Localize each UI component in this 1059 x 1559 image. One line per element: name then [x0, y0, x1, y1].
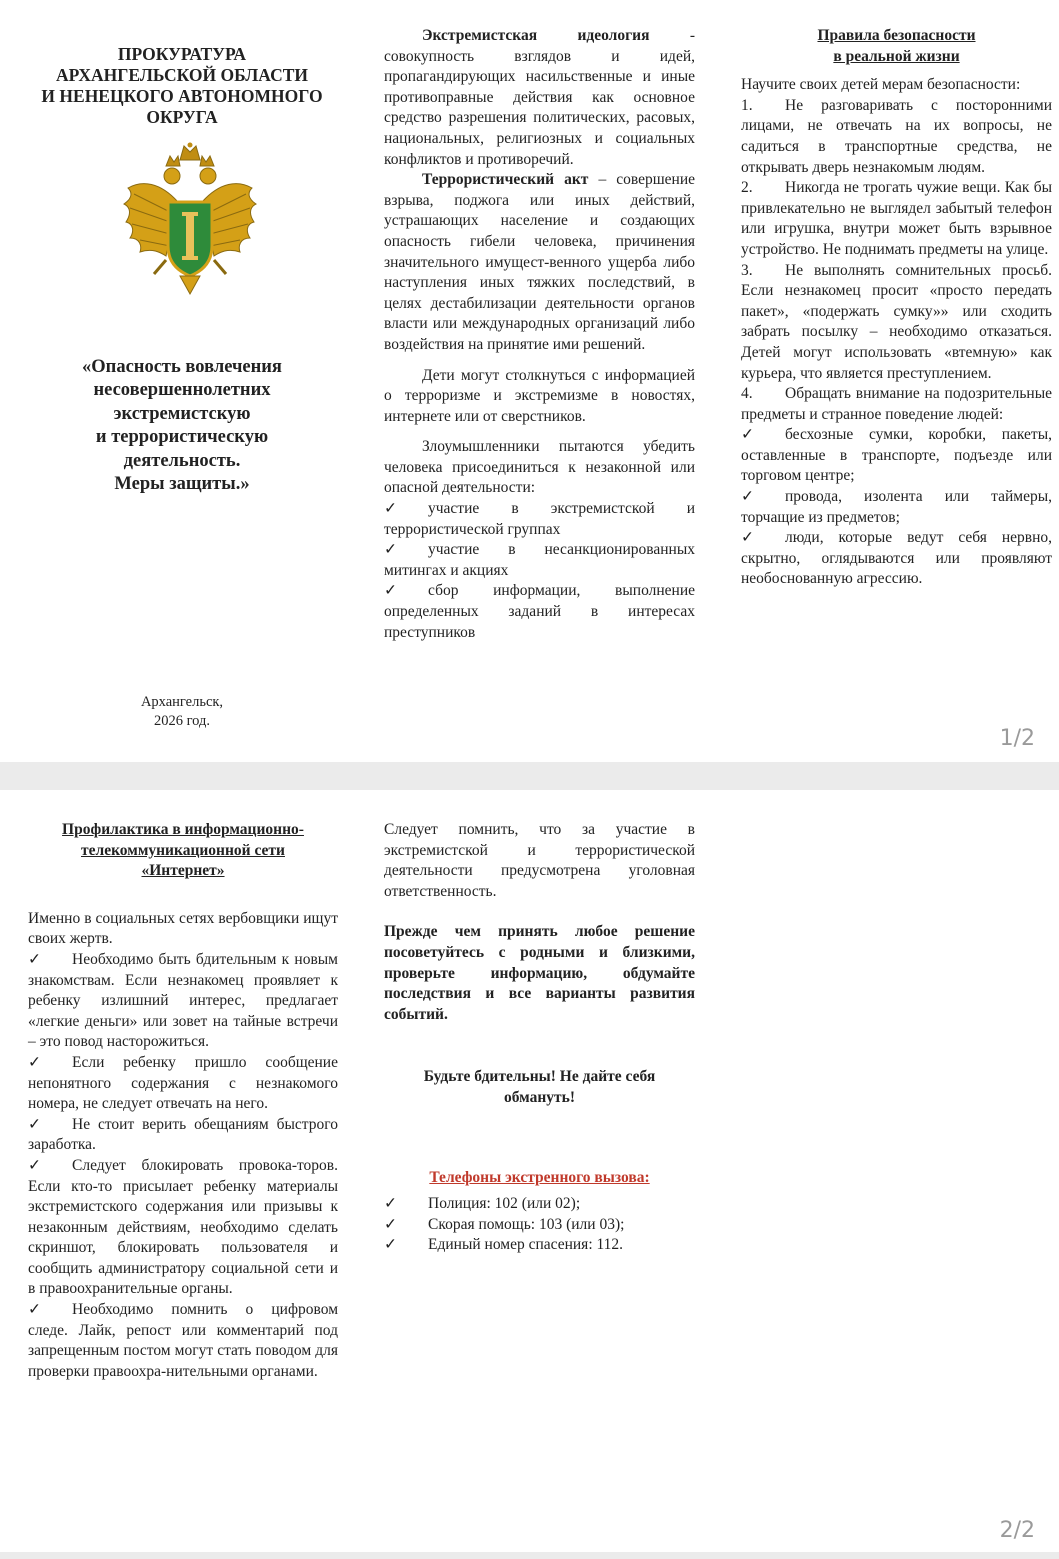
criminals-paragraph: Злоумышленники пытаются убедить человека присоединиться к незаконной или опасной деятельности:	[384, 438, 695, 497]
checkmark-icon: ✓	[28, 1053, 41, 1071]
brochure-title	[28, 356, 336, 496]
internet-intro: Именно в социальных сетях вербовщики ищут своих жертв.	[28, 909, 338, 948]
organization-title	[28, 44, 336, 128]
brochure-title-line: несовершеннолетних	[93, 380, 271, 401]
section-heading	[741, 26, 1052, 67]
checkmark-icon: ✓	[384, 582, 397, 600]
rule-number: 3.	[741, 261, 753, 279]
definition-text: – совершение взрыва, поджога или иных действий, устрашающих население и создающих опасность гибели человека, причинения значительного имущест-венного ущерба либо наступления иных тяжких последствий, в целях дестабилизации деятельности органов власти или международных организаций либо воздействия на принятие ими решений.	[384, 171, 695, 353]
prosecutor-eagle-emblem-icon	[120, 142, 260, 300]
checkmark-icon: ✓	[384, 1236, 397, 1254]
rule-number: 1.	[741, 96, 753, 114]
year: 2026 год.	[153, 713, 211, 729]
heading-line: «Интернет»	[141, 862, 225, 880]
list-item: ✓ люди, которые ведут себя нервно, скрытно, оглядываются или проявляют необоснованную агрессию.	[741, 529, 1052, 588]
checkmark-icon: ✓	[741, 488, 754, 506]
phone-item: ✓ Полиция: 102 (или 02);	[384, 1194, 695, 1215]
list-item: ✓ бесхозные сумки, коробки, пакеты, оставленные в транспорте, подъезде или торговом центре;	[741, 426, 1052, 485]
advice-paragraph: Прежде чем принять любое решение посоветуйтесь с родными и близкими, проверьте информацию, обдумайте последствия и все варианты развития событий.	[384, 923, 695, 1023]
checkmark-icon: ✓	[28, 1156, 41, 1174]
rule-item: 4. Обращать внимание на подозрительные предметы и странное поведение людей:	[741, 385, 1052, 423]
phone-item: ✓ Единый номер спасения: 112.	[384, 1235, 695, 1256]
org-title-line: ОКРУГА	[146, 107, 218, 127]
document-page-2	[0, 790, 1059, 1552]
place-and-date	[28, 693, 336, 731]
rule-item: 3. Не выполнять сомнительных просьб. Если незнакомец просит «просто передать пакет», «подержать сумку»» или сходить забрать посылку – необходимо отказаться. Детей могут использовать «втемную» как курьера, что является преступлением.	[741, 261, 1052, 382]
org-title-line: И НЕНЕЦКОГО АВТОНОМНОГО	[41, 86, 323, 106]
checkmark-icon: ✓	[384, 1215, 397, 1233]
list-item: ✓ провода, изолента или таймеры, торчащие из предметов;	[741, 488, 1052, 526]
heading-line: телекоммуникационной сети	[81, 841, 285, 859]
rule-number: 2.	[741, 179, 753, 197]
list-item: ✓ участие в экстремистской и террористической группах	[384, 500, 695, 538]
list-item: ✓ участие в несанкционированных митингах и акциях	[384, 541, 695, 579]
definition-term: Террористический акт	[422, 171, 589, 189]
list-item: ✓ Не стоит верить обещаниям быстрого заработка.	[28, 1115, 338, 1154]
page-number: 1/2	[999, 726, 1035, 751]
cover-column	[28, 44, 336, 128]
internet-prevention-column	[28, 820, 338, 1382]
brochure-title-line: деятельность.	[123, 450, 241, 471]
checkmark-icon: ✓	[28, 1115, 41, 1133]
rules-intro: Научите своих детей мерам безопасности:	[741, 76, 1021, 94]
definition-terrorist-act	[384, 170, 695, 355]
vigilance-callout	[384, 1067, 695, 1108]
checkmark-icon: ✓	[384, 500, 397, 518]
heading-line: Правила безопасности	[817, 27, 976, 44]
heading-line: Профилактика в информационно-	[62, 821, 304, 838]
advice-column	[384, 820, 695, 1256]
list-item: ✓ Необходимо быть бдительным к новым знакомствам. Если незнакомец проявляет к ребенку излишний интерес, предлагает «легкие деньги» или зовет на тайные встречи – это повод насторожиться.	[28, 950, 338, 1051]
brochure-title-line: экстремистскую	[113, 403, 251, 424]
checkmark-icon: ✓	[741, 529, 754, 547]
brochure-title-line: и террористическую	[95, 427, 269, 448]
vigilance-line: обмануть!	[503, 1088, 576, 1106]
brochure-title-line: «Опасность вовлечения	[82, 357, 282, 377]
definition-term: Экстремистская идеология	[422, 27, 650, 44]
list-item: ✓ Если ребенку пришло сообщение непонятного содержания с незнакомого номера, не следует отвечать на него.	[28, 1053, 338, 1113]
safety-rules-column	[741, 26, 1052, 590]
checkmark-icon: ✓	[384, 1195, 397, 1213]
section-heading	[28, 820, 338, 882]
children-paragraph: Дети могут столкнуться с информацией о терроризме и экстремизме в новостях, интернете или от сверстников.	[384, 366, 695, 425]
phone-item: ✓ Скорая помощь: 103 (или 03);	[384, 1215, 695, 1236]
definition-extremist-ideology	[384, 26, 695, 170]
phones-heading: Телефоны экстренного вызова:	[429, 1168, 650, 1186]
list-item: ✓ Необходимо помнить о цифровом следе. Лайк, репост или комментарий под запрещенным постом могут стать поводом для проверки правоохра-нительными органами.	[28, 1301, 338, 1380]
rule-item: 2. Никогда не трогать чужие вещи. Как бы привлекательно не выглядел забытый телефон или игрушка, внутри может быть взрывное устройство. Не поднимать предметы на улице.	[741, 179, 1052, 258]
liability-paragraph: Следует помнить, что за участие в экстремистской и террористической деятельности предусмотрена уголовная ответственность.	[384, 821, 695, 900]
definition-text: - совокупность взглядов и идей, пропагандирующих насильственные и иные противоправные действия как основное средство разрешения политических, расовых, национальных, религиозных и социальных конфликтов и противоречий.	[384, 27, 695, 168]
rule-number: 4.	[741, 385, 753, 403]
org-title-line: АРХАНГЕЛЬСКОЙ ОБЛАСТИ	[56, 65, 308, 85]
vigilance-line: Будьте бдительны! Не дайте себя	[423, 1068, 656, 1086]
document-page-1	[0, 0, 1059, 762]
city-name: Архангельск,	[140, 694, 224, 710]
heading-line: в реальной жизни	[833, 47, 960, 65]
page-number: 2/2	[999, 1518, 1035, 1543]
brochure-title-line: Меры защиты.»	[114, 474, 250, 495]
checkmark-icon: ✓	[28, 1301, 41, 1319]
checkmark-icon: ✓	[28, 950, 41, 968]
rule-item: 1. Не разговаривать с посторонними лицами, не отвечать на их вопросы, не садиться в транспортные средства, не открывать дверь незнакомым людям.	[741, 96, 1052, 176]
list-item: ✓ Следует блокировать провока-торов. Если кто-то присылает ребенку материалы экстремистского содержания или призывы к незаконным действиям, необходимо сделать скриншот, блокировать пользователя и сообщить администратору социальной сети и в правоохранительные органы.	[28, 1156, 338, 1298]
org-title-line: ПРОКУРАТУРА	[117, 44, 247, 64]
checkmark-icon: ✓	[741, 426, 754, 444]
list-item: ✓ сбор информации, выполнение определенных заданий в интересах преступников	[384, 582, 695, 641]
definitions-column	[384, 26, 695, 643]
checkmark-icon: ✓	[384, 541, 397, 559]
